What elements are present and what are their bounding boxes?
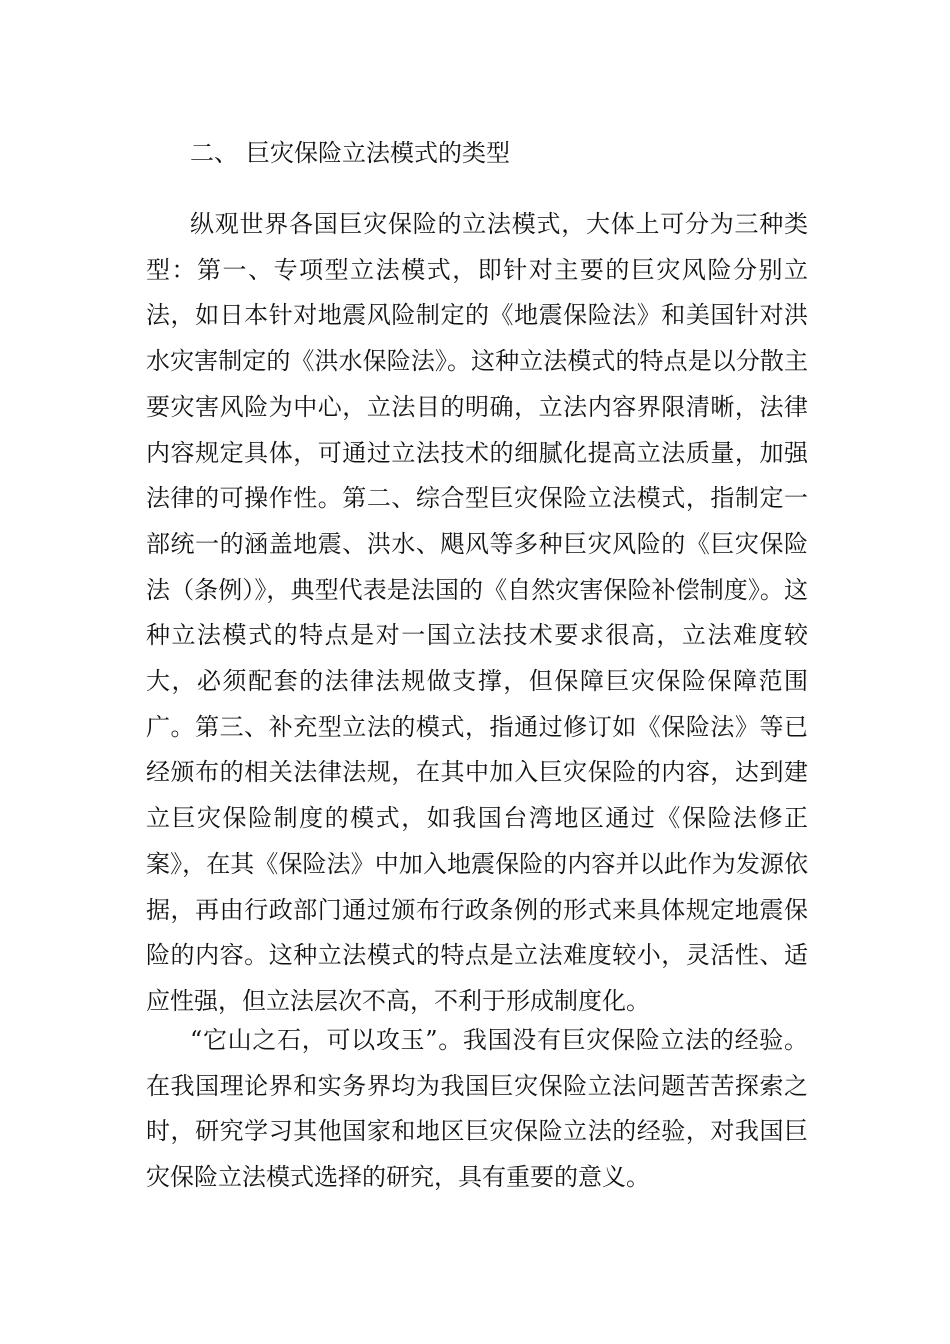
body-paragraph-2: “它山之石，可以攻玉”。我国没有巨灾保险立法的经验。在我国理论界和实务界均为我国巨灾保险立法问题苦苦探索之时，研究学习其他国家和地区巨灾保险立法的经验，对我国巨灾保险立法模式选择的研究，具有重要的意义。: [146, 1026, 808, 1192]
body-paragraph-1: 纵观世界各国巨灾保险的立法模式，大体上可分为三种类型：第一、专项型立法模式，即针对主要的巨灾风险分别立法，如日本针对地震风险制定的《地震保险法》和美国针对洪水灾害制定的《洪水保险法》。这种立法模式的特点是以分散主要灾害风险为中心，立法目的明确，立法内容界限清晰，法律内容规定具体，可通过立法技术的细腻化提高立法质量，加强法律的可操作性。第二、综合型巨灾保险立法模式，指制定一部统一的涵盖地震、洪水、飓风等多种巨灾风险的《巨灾保险法（条例）》，典型代表是法国的《自然灾害保险补偿制度》。这种立法模式的特点是对一国立法技术要求很高，立法难度较大，必须配套的法律法规做支撑，但保障巨灾保险保障范围广。第三、补充型立法的模式，指通过修订如《保险法》等已经颁布的相关法律法规，在其中加入巨灾保险的内容，达到建立巨灾保险制度的模式，如我国台湾地区通过《保险法修正案》，在其《保险法》中加入地震保险的内容并以此作为发源依据，再由行政部门通过颁布行政条例的形式来具体规定地震保险的内容。这种立法模式的特点是立法难度较小，灵活性、适应性强，但立法层次不高，不利于形成制度化。: [146, 210, 808, 1015]
section-number: 二、: [190, 139, 238, 167]
section-title: 巨灾保险立法模式的类型: [246, 139, 510, 167]
section-heading: [190, 136, 510, 170]
